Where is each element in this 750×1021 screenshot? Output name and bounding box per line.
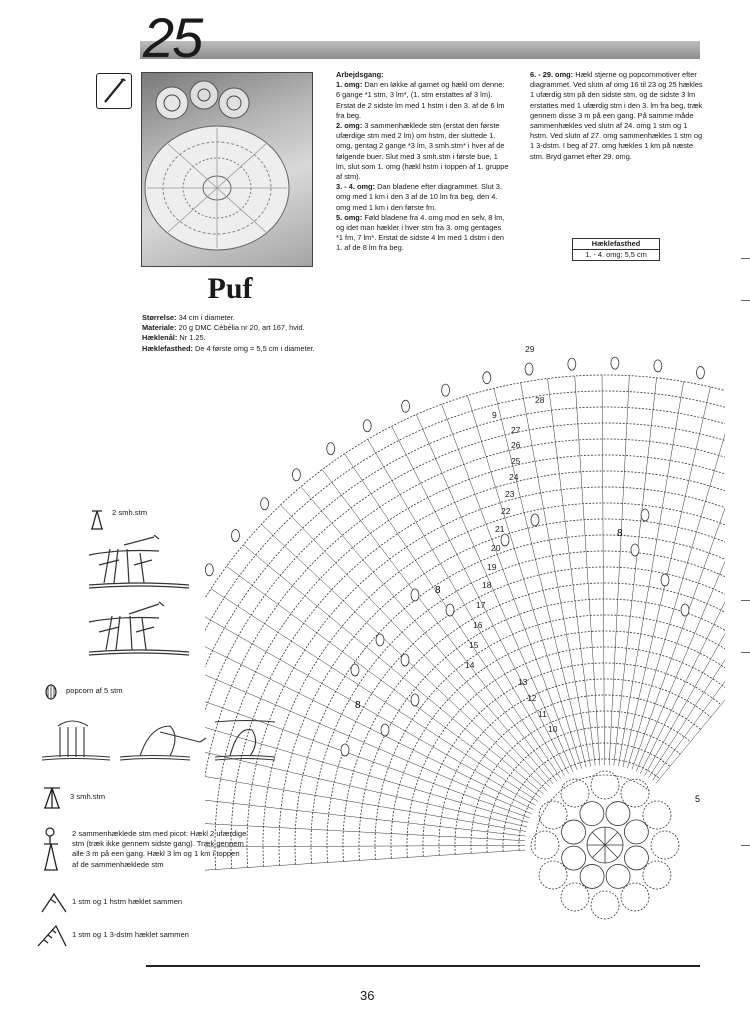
instruction-round — [336, 213, 509, 254]
legend-text: 2 sammenhæklede stm med picot: Hækl 2 ufærdige stm (træk ikke gennem sidste gang). Træk gennem alle 3 m på een gang. Hækl 3 lm og 1 km i toppen af de sammenhæklede stm — [72, 829, 247, 869]
diagram-round-number: 20 — [491, 543, 501, 553]
diagram-spoke — [322, 470, 557, 782]
round-label: 1. omg: — [336, 80, 363, 90]
diagram-leaf — [643, 801, 671, 829]
page-number: 36 — [360, 988, 375, 1003]
diagram-spoke — [521, 383, 591, 767]
diagram-round-arc — [439, 679, 711, 855]
gauge-box — [572, 238, 660, 261]
diagram-round-arc — [535, 775, 650, 849]
round-label: 2. omg: — [336, 121, 363, 131]
diagram-round-number: 24 — [509, 472, 519, 482]
diagram-round-number: 23 — [505, 489, 515, 499]
round-label: 6. - 29. omg: — [530, 70, 574, 79]
diagram-popcorn — [681, 604, 689, 616]
diagram-center-spoke — [605, 832, 618, 845]
diagram-spoke — [205, 845, 525, 847]
diagram-spoke — [211, 589, 538, 802]
instruction-round — [336, 182, 509, 213]
diagram-petal — [606, 802, 630, 826]
edge-mark — [741, 600, 750, 601]
material-value: 20 g DMC Cébélia nr 20, art 167, hvid. — [178, 323, 305, 333]
diagram-picot — [292, 469, 300, 481]
diagram-round-number: 13 — [518, 677, 528, 687]
diagram-spoke — [614, 378, 657, 766]
diagram-spoke — [344, 454, 560, 779]
diagram-round-number: 16 — [473, 620, 483, 630]
diagram-round-arc — [343, 583, 725, 861]
diagram-spoke — [656, 483, 725, 784]
diagram-leaf — [591, 891, 619, 919]
diagram-round-arc — [205, 407, 725, 873]
diagram-leaf — [651, 831, 679, 859]
diagram-round-arc — [391, 631, 725, 858]
diagram-popcorn — [641, 509, 649, 521]
diagram-spoke — [205, 686, 530, 818]
diagram-petal — [580, 802, 604, 826]
instruction-round — [336, 80, 509, 121]
diagram-spoke — [205, 766, 526, 832]
diagram-spoke — [368, 439, 565, 776]
instructions-column-2 — [530, 70, 703, 162]
diagram-leaf — [621, 883, 649, 911]
doily-photo — [141, 72, 313, 267]
diagram-round-number: 15 — [469, 640, 479, 650]
diagram-popcorn — [661, 574, 669, 586]
round-label: 3. - 4. omg: — [336, 182, 376, 192]
diagram-picot — [231, 530, 239, 542]
edge-mark — [741, 845, 750, 846]
diagram-round-arc — [311, 551, 725, 863]
diagram-round-arc — [503, 743, 670, 851]
diagram-popcorn — [401, 654, 409, 666]
diagram-spoke — [281, 505, 550, 787]
diagram-spoke — [627, 394, 725, 768]
diagram-spoke — [227, 566, 541, 797]
diagram-round-arc — [205, 423, 725, 871]
legend-symbol-stm-dstm — [36, 922, 68, 953]
diagram-leaf — [539, 801, 567, 829]
diagram-popcorn — [381, 724, 389, 736]
center-label: 8 — [355, 700, 361, 711]
legend-symbol-picot — [42, 826, 64, 879]
diagram-spoke — [652, 466, 725, 780]
diagram-picot — [261, 498, 269, 510]
edge-mark — [741, 258, 750, 259]
instruction-round — [336, 121, 509, 182]
diagram-center-spoke — [592, 832, 605, 845]
hook-value: Nr 1.25. — [179, 333, 206, 343]
legend-symbol-smh-stm-3 — [42, 782, 62, 817]
diagram-round-arc — [263, 503, 725, 866]
round-text: 3 sammenhæklede stm (erstat den første ufærdige stm med 2 lm) om hstm, der sluttede 1. omg, gentag 2 gange *3 lm, 3 smh.stm* i hver af de følgende buer. Slut med 3 smh.stm i første bue, 1 lm, slut som 1. omg (hækl hstm i toppen af 1. gruppe af stm). — [336, 121, 509, 182]
diagram-round-arc — [247, 487, 725, 867]
outer-label: 5 — [695, 794, 701, 804]
instructions-heading: Arbejdsgang: — [336, 70, 384, 79]
gauge-box-title: Hæklefasthed — [573, 239, 659, 250]
round-text: Dan bladene efter diagrammet. Slut 3. omg med 1 km i den 3 af de 10 lm fra beg, den 4. omg med 1 km i den første fm. — [336, 182, 502, 212]
round-text: Føld bladene fra 4. omg mod en selv, 8 lm, og idet man hækler i hver stm fra 3. omg gentages *1 fm, 7 lm*. Erstat de sidste 4 lm med 1 dstm i den 1. af de 8 lm fra beg. — [336, 212, 505, 253]
center-label: 8 — [617, 528, 623, 539]
diagram-popcorn — [631, 544, 639, 556]
diagram-petal — [624, 820, 648, 844]
diagram-popcorn — [351, 664, 359, 676]
round-label: 5. omg: — [336, 212, 363, 222]
diagram-popcorn — [341, 744, 349, 756]
stitch-illustration-2 — [84, 600, 194, 665]
diagram-round-number: 22 — [501, 506, 511, 516]
diagram-round-arc — [423, 663, 721, 856]
diagram-leaf — [643, 861, 671, 889]
diagram-round-number: 25 — [511, 456, 521, 466]
diagram-spoke — [632, 402, 725, 769]
diagram-round-number: 12 — [527, 693, 537, 703]
legend-symbol-smh-stm-2 — [88, 505, 108, 536]
diagram-center-spoke — [592, 845, 605, 858]
diagram-round-number: 18 — [482, 580, 492, 590]
stitch-illustration-1 — [84, 535, 194, 600]
diagram-picot — [442, 384, 450, 396]
diagram-round-number: 17 — [476, 600, 486, 610]
diagram-round-number: 26 — [511, 440, 521, 450]
diagram-spoke — [205, 636, 533, 809]
crochet-diagram — [205, 340, 725, 955]
diagram-round-arc — [205, 439, 725, 870]
diagram-picot — [363, 420, 371, 432]
diagram-picot — [205, 564, 213, 576]
diagram-round-number: 11 — [538, 709, 547, 719]
diagram-picot — [654, 360, 662, 372]
diagram-leaf — [561, 883, 589, 911]
legend-symbol-stm-hstm — [40, 890, 68, 921]
diagram-leaf — [591, 771, 619, 799]
crochet-hook-icon — [96, 73, 132, 109]
diagram-round-arc — [205, 375, 725, 875]
gauge-box-value: 1. - 4. omg: 5,5 cm — [585, 250, 647, 260]
diagram-picot — [611, 357, 619, 369]
size-value: 34 cm i diameter. — [178, 313, 235, 322]
gauge-value: De 4 første omg = 5,5 cm i diameter. — [195, 343, 315, 353]
diagram-spoke — [609, 376, 629, 765]
legend-text: 1 stm og 1 3-dstm hæklet sammen — [72, 930, 189, 939]
gauge-label: Hæklefasthed: — [142, 343, 193, 353]
diagram-picot — [696, 367, 704, 379]
header-bar — [140, 41, 700, 59]
diagram-round-arc — [327, 567, 725, 862]
diagram-round-number: 9 — [492, 410, 497, 420]
diagram-popcorn — [411, 589, 419, 601]
edge-mark — [741, 300, 750, 301]
diagram-petal — [562, 846, 586, 870]
legend-text: popcorn af 5 stm — [66, 686, 123, 695]
diagram-round-number: 28 — [535, 395, 545, 405]
diagram-petal — [580, 864, 604, 888]
diagram-leaf — [561, 779, 589, 807]
legend-text: 1 stm og 1 hstm hæklet sammen — [72, 897, 183, 906]
diagram-picot — [483, 372, 491, 384]
diagram-popcorn — [531, 514, 539, 526]
diagram-spoke — [205, 850, 525, 874]
diagram-picot — [327, 443, 335, 455]
diagram-center-spoke — [605, 845, 618, 858]
diagram-spoke — [640, 424, 725, 774]
diagram-round-number: 19 — [487, 562, 497, 572]
diagram-lines — [205, 357, 725, 919]
diagram-petal — [562, 820, 586, 844]
diagram-popcorn — [411, 694, 419, 706]
diagram-round-arc — [279, 519, 725, 865]
diagram-round-number: 27 — [511, 425, 521, 435]
pattern-number: 25 — [143, 6, 202, 69]
size-label: Størrelse: — [142, 313, 177, 322]
diagram-popcorn — [501, 534, 509, 546]
round-text: Hækl stjerne og popcornmotiver efter diagrammet. Ved slutn af omg 16 til 23 og 25 hækles 1 ufærdig stm på den sidste stm, og de sidste 3 lm erstattes med 1 ufærdig stm i den 3. lm fra beg, træk gennem disse 3 m på een gang. På samme måde sammenhækles ved slutn af 24. omg 1 stm og 1 hstm. Ved slutn af 27. omg sammenhækles 1 stm og 1 3-dstm. I beg af 27. omg hækles 1 km på næste stm. Bryd garnet efter 29. omg. — [530, 70, 703, 161]
diagram-picot — [568, 358, 576, 370]
diagram-round-number: 21 — [495, 524, 505, 534]
diagram-spoke — [575, 376, 600, 765]
diagram-picot — [402, 400, 410, 412]
diagram-round-number: 14 — [465, 660, 475, 670]
round-text: Dan en løkke af garnet og hækl om denne: 6 gange *1 stm, 3 lm*, (1. stm erstattes af 3 lm). Erstat de 2 sidste lm med 1 hstm i den 3. af de 6 lm fra beg. — [336, 80, 505, 120]
diagram-round-arc — [455, 695, 701, 854]
diagram-popcorn — [376, 634, 384, 646]
instruction-round — [530, 70, 703, 162]
diagram-spoke — [602, 375, 604, 765]
footer-rule — [146, 965, 700, 967]
center-label: 8 — [435, 585, 441, 596]
diagram-leaf — [621, 779, 649, 807]
hook-label: Hæklenål: — [142, 333, 178, 343]
popcorn-icon — [44, 683, 58, 706]
pattern-title: Puf — [207, 272, 253, 305]
diagram-round-arc — [487, 727, 680, 852]
instructions-column-1 — [336, 70, 509, 254]
diagram-petal — [606, 864, 630, 888]
diagram-leaf — [539, 861, 567, 889]
legend-text: 3 smh.stm — [70, 792, 106, 801]
diagram-spoke — [636, 412, 725, 771]
edge-mark — [741, 652, 750, 653]
diagram-spoke — [243, 545, 543, 794]
diagram-petal — [624, 846, 648, 870]
diagram-popcorn — [446, 604, 454, 616]
material-label: Materiale: — [142, 323, 177, 333]
legend-text: 2 smh.stm — [112, 508, 148, 517]
diagram-picot — [525, 363, 533, 375]
diagram-round-number: 29 — [525, 344, 535, 354]
diagram-spoke — [205, 712, 528, 822]
diagram-round-number: 10 — [548, 724, 558, 734]
